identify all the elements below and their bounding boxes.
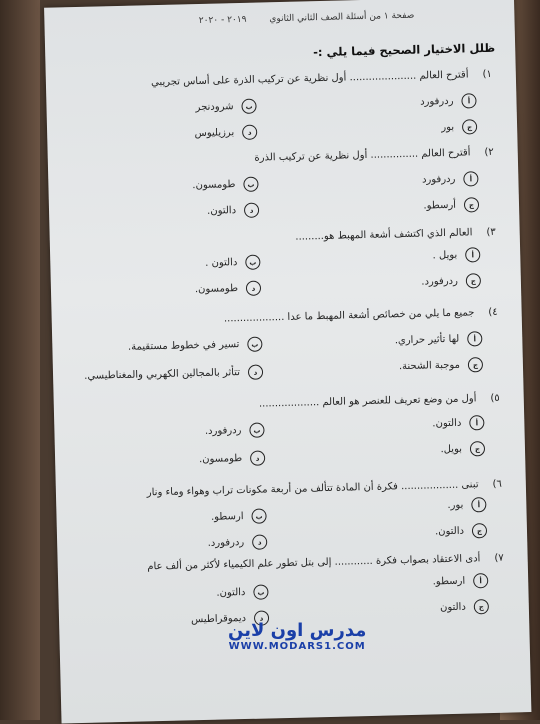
watermark-arabic: مدرس اون لاين xyxy=(228,620,367,641)
option-mark[interactable]: ج xyxy=(462,119,477,134)
option-mark[interactable]: ب xyxy=(249,422,264,437)
question-2: ٢)أقترح العالم ............... أول نظرية عن تركيب الذرة xyxy=(254,146,494,164)
option-mark[interactable]: ب xyxy=(247,337,262,352)
option[interactable]: أ ردرفورد xyxy=(420,93,477,109)
question-6: ٦)تبنى .................. فكرة أن المادة تتألف من أربعة مكونات تراب وهواء وماء ونار xyxy=(146,478,502,499)
option-mark[interactable]: أ xyxy=(463,171,478,186)
option[interactable]: أ دالتون. xyxy=(432,415,484,431)
option-mark[interactable]: أ xyxy=(469,415,484,430)
option-mark[interactable]: أ xyxy=(465,247,480,262)
option-mark[interactable]: ب xyxy=(243,177,258,192)
option-mark[interactable]: د xyxy=(248,365,263,380)
instruction-heading: ظلل الاختيار الصحيح فيما يلي :- xyxy=(312,40,496,60)
option[interactable]: ب دالتون . xyxy=(205,255,261,271)
watermark-url: WWW.MODARS1.COM xyxy=(228,641,366,652)
option[interactable]: أ لها تأثير حراري. xyxy=(395,331,483,348)
question-3: ٣)العالم الذي اكتشف أشعة المهبط هو......... xyxy=(295,226,496,243)
option-mark[interactable]: ج xyxy=(464,197,479,212)
option-mark[interactable]: ب xyxy=(241,99,256,114)
option[interactable]: د برزيليوس xyxy=(194,125,257,142)
option-mark[interactable]: أ xyxy=(461,93,476,108)
option[interactable]: ج دالتون xyxy=(440,599,489,615)
question-1: ١)أقترح العالم ..................... أول نظرية عن تركيب الذرة على أساس تجريبي xyxy=(150,68,492,89)
option[interactable]: ج بور xyxy=(441,119,477,135)
option[interactable]: أ بويل . xyxy=(432,247,480,263)
option-mark[interactable]: ج xyxy=(474,599,489,614)
option-mark[interactable]: د xyxy=(246,281,261,296)
option-mark[interactable]: أ xyxy=(473,573,488,588)
question-7: ٧)أدى الاعتقاد بصواب فكرة ............ إلى بتل تطور علم الكيمياء لأكثر من ألف عام xyxy=(147,552,504,573)
option[interactable]: ب طومسون. xyxy=(192,177,258,194)
option-mark[interactable]: د xyxy=(242,125,257,140)
page-label: صفحة ١ من أسئلة الصف الثاني الثانوي xyxy=(269,10,415,25)
option-mark[interactable]: ج xyxy=(472,523,487,538)
watermark-logo xyxy=(228,620,366,652)
option[interactable]: د تتأثر بالمجالين الكهربي والمغناطيسي. xyxy=(84,365,263,384)
school-year: ٢٠١٩ - ٢٠٢٠ xyxy=(198,14,247,26)
option-mark[interactable]: د xyxy=(244,203,259,218)
option[interactable]: ج دالتون. xyxy=(435,523,487,539)
option[interactable]: ج بويل. xyxy=(440,441,485,457)
option-mark[interactable]: أ xyxy=(471,497,486,512)
page-header xyxy=(199,11,415,26)
option[interactable]: د طومسون. xyxy=(199,450,265,467)
option[interactable]: أ ارسطو. xyxy=(432,573,488,589)
option-mark[interactable]: أ xyxy=(467,331,482,346)
option[interactable]: ج أرسطو. xyxy=(423,197,479,213)
option-mark[interactable]: ج xyxy=(470,441,485,456)
option[interactable]: ب تسير في خطوط مستقيمة. xyxy=(128,337,263,355)
option[interactable]: ب ردرفورد. xyxy=(205,422,265,438)
option[interactable]: ب شرودنجر xyxy=(195,99,256,115)
option[interactable]: د دالتون. xyxy=(207,203,259,219)
background-left xyxy=(0,0,40,720)
option[interactable]: ج موجبة الشحنة. xyxy=(399,357,483,374)
option-mark[interactable]: ب xyxy=(245,255,260,270)
option[interactable]: ج ردرفورد. xyxy=(421,273,481,289)
option-mark[interactable]: ج xyxy=(468,357,483,372)
option-mark[interactable]: د xyxy=(252,534,267,549)
option[interactable]: أ بور. xyxy=(447,497,486,513)
option[interactable]: ب ارسطو. xyxy=(211,508,267,524)
option[interactable]: د طومسون. xyxy=(195,281,261,298)
option[interactable]: ب دالتون. xyxy=(216,584,268,600)
option-mark[interactable]: د xyxy=(250,450,265,465)
question-5: ٥)أول من وضع تعريف للعنصر هو العالم ................... xyxy=(258,392,500,410)
option-mark[interactable]: ب xyxy=(253,584,268,599)
option[interactable]: د ردرفورد. xyxy=(207,534,267,550)
exam-paper xyxy=(44,0,531,724)
option-mark[interactable]: د xyxy=(254,610,269,625)
option[interactable]: أ ردرفورد xyxy=(422,171,479,187)
option-mark[interactable]: ب xyxy=(251,508,266,523)
option[interactable]: د ديموقراطيس xyxy=(191,610,269,627)
option-mark[interactable]: ج xyxy=(466,273,481,288)
question-4: ٤)جميع ما يلي من خصائص أشعة المهبط ما عدا ................... xyxy=(223,306,498,325)
